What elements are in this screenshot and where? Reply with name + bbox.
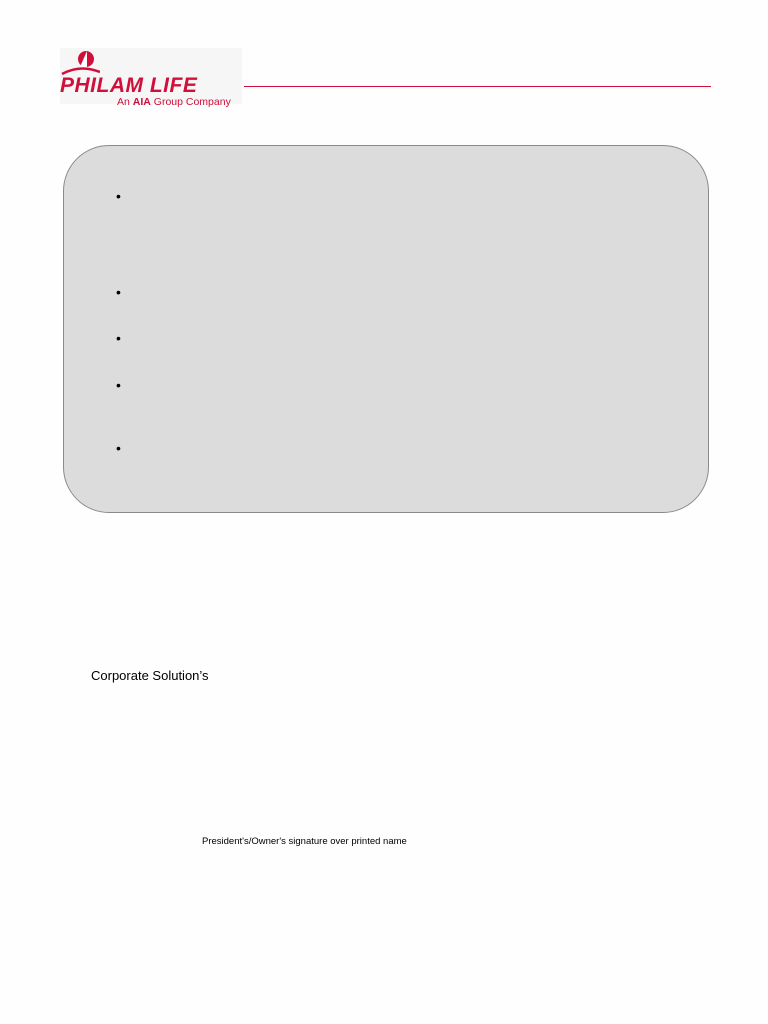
corporate-solutions-caption: Corporate Solution’s xyxy=(91,668,209,683)
logo-tagline-prefix: An xyxy=(117,96,130,108)
requirements-panel xyxy=(63,145,709,513)
signature-label: President's/Owner's signature over printed name xyxy=(202,836,407,847)
bullet-marker: • xyxy=(116,440,121,456)
logo-tagline-suffix: Group Company xyxy=(153,96,231,108)
bullet-marker: • xyxy=(116,377,121,393)
logo-tagline xyxy=(117,96,231,108)
bullet-marker: • xyxy=(116,188,121,204)
logo-brand-text: PHILAM LIFE xyxy=(60,74,198,97)
bullet-marker: • xyxy=(116,330,121,346)
logo-tagline-brand: AIA xyxy=(132,96,151,108)
header-divider xyxy=(244,86,711,87)
philam-life-logo xyxy=(60,48,242,108)
bullet-marker: • xyxy=(116,284,121,300)
